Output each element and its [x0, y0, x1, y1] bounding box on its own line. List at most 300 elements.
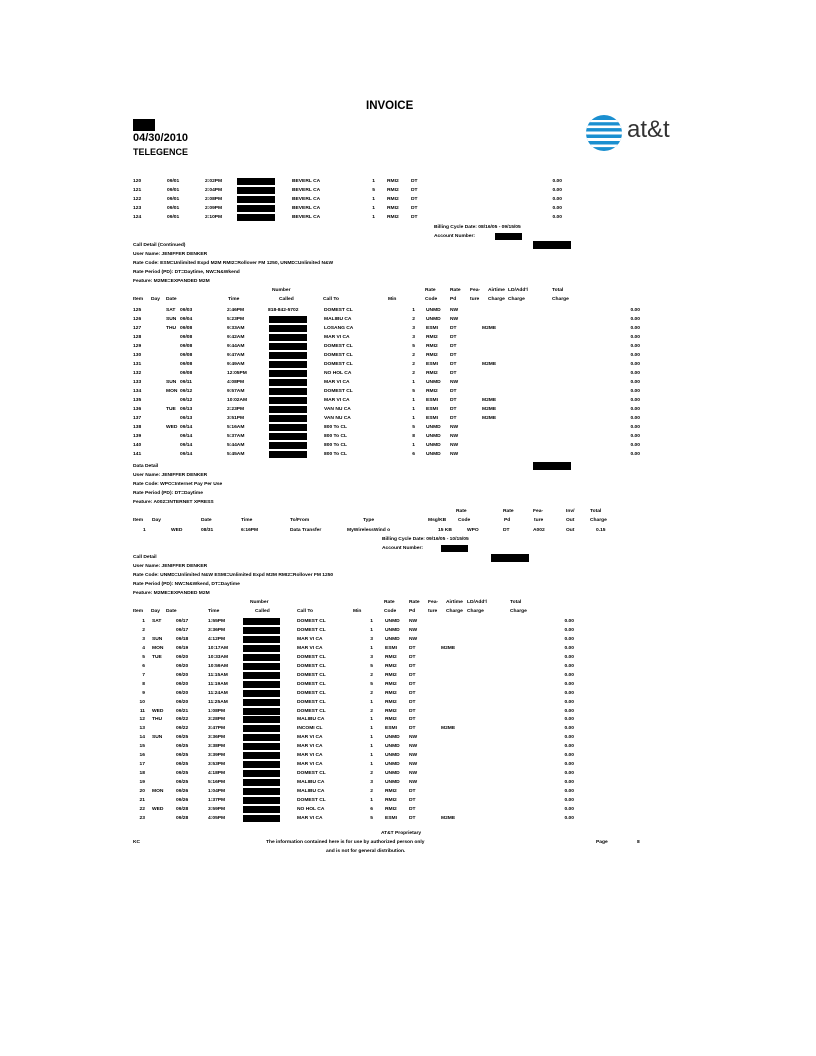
call-time: 3:47PM: [208, 726, 226, 732]
rate-period: DT: [450, 389, 457, 394]
redaction-block: [495, 233, 522, 240]
inv-out: Out: [566, 528, 575, 533]
rate-code: RMI2: [385, 681, 397, 687]
rate-period: DT: [411, 215, 418, 220]
call-to: MAR VI CA: [324, 398, 350, 403]
col-header: Code: [384, 609, 397, 614]
rate-period: NW: [409, 636, 418, 642]
call-date: 09/21: [176, 708, 189, 714]
call-to: 800 To CL: [324, 425, 348, 430]
item-number: 140: [133, 443, 142, 448]
rate-code: ESMI: [426, 398, 438, 403]
redaction-block: [269, 325, 307, 332]
call-to: DOMEST CL: [324, 308, 353, 313]
item-number: 137: [133, 416, 142, 421]
call-time: 11:25AM: [208, 699, 228, 705]
call-date: 09/18: [176, 636, 189, 642]
call-date: 09/01: [167, 188, 180, 193]
footer-initials: KC: [133, 840, 141, 845]
rate-period: NW: [450, 443, 459, 448]
redaction-block: [269, 442, 307, 449]
feature-code: M2ME: [482, 398, 497, 403]
call-day: THU: [152, 717, 163, 723]
redaction-block: [243, 806, 280, 813]
redaction-block: [237, 187, 275, 194]
call-to: DOMEST CL: [324, 362, 353, 367]
call-minutes: 5: [412, 425, 415, 430]
col-header: Airtime: [488, 288, 505, 293]
call-minutes: 1: [412, 380, 415, 385]
section-title: Call Detail: [133, 555, 157, 560]
feature-legend: Feature: M2ME=EXPANDED M2M: [133, 591, 210, 596]
total-charge: 0.00: [564, 636, 574, 642]
call-minutes: 1: [370, 753, 373, 759]
rate-period: NW: [450, 452, 459, 457]
total-charge: 0.00: [630, 434, 640, 439]
col-header: Pd: [409, 609, 416, 614]
call-time: 11:15AM: [208, 672, 228, 678]
call-time: 5:23PM: [227, 317, 245, 322]
call-date: 09/01: [167, 215, 180, 220]
col-header: Item: [133, 609, 144, 614]
call-date: 09/14: [180, 452, 193, 457]
col-header: Min: [388, 297, 397, 302]
rate-code: RMI2: [426, 353, 438, 358]
rate-code: UNMD: [385, 627, 400, 633]
item-number: 125: [133, 308, 142, 313]
redaction-block: [243, 708, 280, 715]
rate-code: UNMD: [385, 762, 400, 768]
item-number: 134: [133, 389, 142, 394]
call-to: MAR VI CA: [297, 735, 323, 741]
rate-code: UNMD: [385, 780, 400, 786]
redaction-block: [491, 554, 529, 562]
rate-period: NW: [409, 753, 418, 759]
call-date: 09/17: [176, 627, 189, 633]
col-header: Charge: [508, 297, 525, 302]
redaction-block: [237, 214, 275, 221]
user-name: User Name: JENIFFER DENKER: [133, 473, 208, 478]
item-number: 138: [133, 425, 142, 430]
call-minutes: 2: [412, 371, 415, 376]
call-minutes: 1: [372, 179, 375, 184]
rate-code: RMI2: [385, 654, 397, 660]
redaction-block: [243, 770, 280, 777]
col-header: Charge: [510, 609, 527, 614]
col-header: Charge: [590, 518, 607, 523]
item-number: 121: [133, 188, 142, 193]
item-number: 17: [139, 762, 145, 768]
call-minutes: 1: [370, 726, 373, 732]
att-logo: [584, 103, 684, 163]
rate-period: DT: [409, 798, 416, 803]
call-day: SUN: [166, 380, 177, 385]
call-date: 09/25: [176, 762, 189, 768]
rate-period: DT: [450, 407, 457, 412]
att-globe-icon: [584, 113, 624, 153]
call-time: 1:55PM: [208, 619, 226, 624]
call-to: MAR VI CA: [297, 744, 323, 750]
call-time: 9:44AM: [227, 344, 245, 349]
rate-code: UNMD: [426, 380, 441, 385]
call-day: SUN: [152, 735, 163, 741]
col-header: LD/Add'l: [508, 288, 528, 293]
att-logo-text: at&t: [627, 116, 670, 143]
redaction-block: [237, 205, 275, 212]
rate-period: NW: [409, 780, 418, 786]
rate-period: NW: [409, 735, 418, 741]
item-number: 13: [139, 726, 145, 732]
call-time: 1:37PM: [208, 798, 226, 803]
item-number: 126: [133, 317, 142, 322]
total-charge: 0.00: [564, 699, 574, 705]
feature-code: M2ME: [482, 362, 497, 367]
total-charge: 0.00: [564, 690, 574, 696]
call-time: 4:05PM: [208, 815, 226, 821]
call-minutes: 5: [370, 681, 373, 687]
call-minutes: 1: [370, 699, 373, 705]
rate-period: DT: [409, 726, 416, 732]
invoice-date: 04/30/2010: [133, 132, 189, 144]
call-date: 09/28: [176, 815, 189, 821]
account-number-label: Account Number:: [434, 234, 476, 239]
redaction-block: [243, 663, 280, 670]
rate-code: UNMD: [385, 619, 400, 624]
call-time: 2:09PM: [205, 206, 223, 211]
col-header: Rate: [503, 509, 514, 514]
item-number: 8: [142, 681, 145, 687]
total-charge: 0.00: [630, 353, 640, 358]
item-number: 6: [142, 663, 145, 669]
data-day: WED: [171, 528, 183, 533]
page-number: 8: [637, 840, 640, 845]
call-time: 2:23PM: [227, 407, 245, 412]
item-number: 23: [139, 815, 145, 821]
rate-code: RMI2: [385, 699, 397, 705]
rate-code: UNMD: [385, 636, 400, 642]
rate-code-legend: Rate Code: ESM=Unlimited Expd M2M RMI2=Rollover FM 1250, UNMD=Unlimited N&W: [133, 261, 334, 266]
call-minutes: 1: [412, 443, 415, 448]
col-header: Item: [133, 297, 144, 302]
rate-code: ESMI: [426, 326, 438, 331]
total-charge: 0.00: [564, 789, 574, 795]
col-header: Day: [151, 609, 160, 614]
call-minutes: 1: [370, 717, 373, 723]
call-time: 9:47AM: [227, 353, 245, 358]
call-minutes: 2: [412, 353, 415, 358]
call-minutes: 1: [412, 398, 415, 403]
rate-period: DT: [450, 398, 457, 403]
call-to: NO HOL CA: [297, 806, 325, 812]
call-time: 11:24AM: [208, 690, 228, 696]
col-header: Type: [363, 518, 375, 523]
call-to: DOMEST CL: [324, 389, 353, 394]
rate-code: RMI2: [385, 789, 397, 795]
total-charge: 0.00: [630, 317, 640, 322]
feature-code: M2ME: [441, 815, 456, 821]
total-charge: 0.00: [630, 389, 640, 394]
redaction-block: [237, 196, 275, 203]
rate-period: DT: [409, 708, 416, 714]
col-header: Time: [208, 609, 220, 614]
col-header: Number: [250, 600, 269, 605]
rate-code: ESMI: [426, 407, 438, 412]
call-time: 12:05PM: [227, 371, 247, 376]
call-day: SAT: [152, 619, 162, 624]
total-charge: 0.00: [630, 443, 640, 448]
item-number: 141: [133, 452, 142, 457]
col-header: Time: [241, 518, 253, 523]
call-time: 5:37AM: [227, 434, 245, 439]
call-to: NO HOL CA: [324, 371, 352, 376]
call-date: 09/01: [167, 197, 180, 202]
call-to: BEVERL CA: [292, 206, 321, 211]
col-header: ture: [534, 518, 544, 523]
item-number: 5: [142, 654, 145, 660]
col-header: Rate: [409, 600, 420, 605]
call-date: 09/08: [180, 335, 193, 340]
call-minutes: 1: [370, 627, 373, 633]
col-header: To/From: [290, 518, 310, 523]
call-minutes: 8: [412, 434, 415, 439]
call-minutes: 3: [370, 780, 373, 786]
call-time: 9:42AM: [227, 335, 245, 340]
call-time: 3:38PM: [208, 744, 226, 750]
rate-code: WPO: [467, 528, 479, 533]
rate-code: UNMD: [426, 425, 441, 430]
call-day: SUN: [166, 317, 177, 322]
rate-period: DT: [411, 206, 418, 211]
call-date: 09/01: [167, 179, 180, 184]
rate-period: DT: [409, 789, 416, 795]
item-number: 7: [142, 672, 145, 678]
col-header: Number: [272, 288, 291, 293]
call-minutes: 1: [412, 416, 415, 421]
data-to-from: Data Transfer: [290, 528, 322, 533]
rate-period: NW: [409, 744, 418, 750]
call-time: 9:57AM: [227, 389, 245, 394]
call-minutes: 3: [370, 654, 373, 660]
rate-code: RMI2: [387, 215, 399, 220]
col-header: Item: [133, 518, 144, 523]
rate-code: ESMI: [426, 416, 438, 421]
rate-code: RMI2: [385, 708, 397, 714]
rate-period: NW: [409, 771, 418, 777]
col-header: Rate: [384, 600, 395, 605]
call-to: VAN NU CA: [324, 416, 351, 421]
feature-code: M2ME: [482, 416, 497, 421]
redaction-block: [441, 545, 468, 552]
feature-code: M2ME: [482, 407, 497, 412]
call-date: 09/28: [176, 806, 189, 812]
call-date: 09/14: [180, 425, 193, 430]
rate-code: RMI2: [426, 335, 438, 340]
col-header: Code: [458, 518, 471, 523]
item-number: 135: [133, 398, 142, 403]
total-charge: 0.00: [630, 452, 640, 457]
call-to: DOMEST CL: [297, 681, 326, 687]
total-charge: 0.00: [564, 619, 574, 624]
total-charge: 0.00: [564, 753, 574, 759]
call-date: 09/12: [180, 389, 193, 394]
item-number: 1: [143, 528, 146, 533]
total-charge: 0.00: [630, 371, 640, 376]
col-header: Day: [152, 518, 161, 523]
call-to: 800 To CL: [324, 443, 348, 448]
item-number: 18: [139, 771, 145, 777]
call-date: 09/25: [176, 735, 189, 741]
total-charge: 0.00: [564, 735, 574, 741]
redaction-block: [133, 119, 155, 131]
call-time: 3:39PM: [208, 753, 226, 759]
rate-code: RMI2: [387, 188, 399, 193]
rate-code: RMI2: [385, 806, 397, 812]
company-name: TELEGENCE: [133, 147, 189, 157]
call-to: MAR VI CA: [297, 753, 323, 759]
call-date: 09/20: [176, 690, 189, 696]
rate-period: DT: [409, 654, 416, 660]
call-to: BEVERL CA: [292, 179, 321, 184]
call-day: WED: [152, 806, 164, 812]
redaction-block: [269, 451, 307, 458]
rate-period: DT: [450, 326, 457, 331]
rate-code: UNMD: [426, 308, 441, 313]
call-time: 3:59PM: [208, 806, 226, 812]
rate-period: DT: [411, 179, 418, 184]
call-day: SAT: [166, 308, 176, 313]
call-date: 09/11: [180, 380, 192, 385]
item-number: 9: [142, 690, 145, 696]
rate-code-legend: Rate Code: UNMD=Unlimited N&W ESMI=Unlimited Expd M2M RMI2=Rollover FM 1250: [133, 573, 334, 578]
call-minutes: 3: [412, 326, 415, 331]
call-to: DOMEST CL: [297, 690, 326, 696]
redaction-block: [269, 361, 307, 368]
call-date: 09/26: [176, 789, 189, 795]
call-minutes: 2: [412, 317, 415, 322]
rate-code: RMI2: [426, 389, 438, 394]
call-date: 09/08: [180, 371, 193, 376]
call-to: DOMEST CL: [297, 619, 326, 624]
call-minutes: 1: [372, 206, 375, 211]
feature-code: M2ME: [441, 645, 456, 651]
call-minutes: 1: [370, 645, 373, 651]
call-time: 2:10PM: [205, 215, 223, 220]
call-date: 09/20: [176, 699, 189, 705]
rate-code: ESMI: [426, 362, 438, 367]
call-time: 10:59AM: [208, 663, 229, 669]
redaction-block: [269, 397, 307, 404]
call-to: DOMEST CL: [297, 798, 326, 803]
call-time: 5:45AM: [227, 452, 245, 457]
col-header: Fea-: [428, 600, 439, 605]
total-charge: 0.00: [564, 654, 574, 660]
item-number: 122: [133, 197, 142, 202]
redaction-block: [243, 752, 280, 759]
total-charge: 0.00: [552, 206, 562, 211]
page-label: Page: [596, 840, 608, 845]
call-date: 09/03: [180, 308, 193, 313]
data-type: MyWirelessWind o: [347, 528, 391, 533]
call-minutes: 1: [370, 735, 373, 741]
call-time: 10:02AM: [227, 398, 248, 403]
item-number: 16: [139, 753, 145, 759]
footer-disclaimer-1: The information contained here is for use by authorized person only: [266, 840, 425, 845]
call-date: 09/14: [180, 434, 193, 439]
redaction-block: [243, 815, 280, 822]
call-minutes: 1: [372, 197, 375, 202]
rate-period: NW: [450, 317, 459, 322]
call-date: 09/20: [176, 672, 189, 678]
col-header: Charge: [467, 609, 484, 614]
call-time: 3:36PM: [208, 735, 226, 741]
total-charge: 0.00: [630, 425, 640, 430]
item-number: 14: [139, 735, 145, 741]
feature-code: M2ME: [482, 326, 497, 331]
feature-code: A002: [533, 528, 545, 533]
call-to: MALIBU CA: [297, 780, 325, 786]
call-to: MALIBU CA: [324, 317, 352, 322]
col-header: ture: [428, 609, 438, 614]
redaction-block: [243, 779, 280, 786]
redaction-block: [243, 734, 280, 741]
total-charge: 0.00: [630, 344, 640, 349]
footer-disclaimer-2: and is not for general distribution.: [326, 849, 406, 854]
call-minutes: 5: [412, 344, 415, 349]
item-number: 124: [133, 215, 142, 220]
redaction-block: [243, 690, 280, 697]
redaction-block: [243, 636, 280, 643]
rate-period: NW: [409, 619, 418, 624]
item-number: 129: [133, 344, 142, 349]
call-to: DOMEST CL: [297, 771, 326, 777]
call-to: MAR VI CA: [297, 645, 323, 651]
rate-code: RMI2: [385, 663, 397, 669]
col-header: Charge: [552, 297, 569, 302]
call-to: DOMEST CL: [297, 672, 326, 678]
col-header: Airtime: [446, 600, 463, 605]
col-header: Rate: [456, 509, 467, 514]
rate-period: DT: [409, 815, 416, 821]
item-number: 12: [139, 717, 145, 723]
rate-period: NW: [409, 762, 418, 768]
rate-period: NW: [409, 627, 418, 633]
total-charge: 0.00: [564, 645, 574, 651]
call-time: 3:53PM: [208, 762, 226, 768]
total-charge: 0.00: [564, 780, 574, 786]
call-day: THU: [166, 326, 177, 331]
call-minutes: 2: [370, 672, 373, 678]
rate-code: UNMD: [385, 735, 400, 741]
item-number: 21: [139, 798, 145, 803]
call-time: 5:44AM: [227, 443, 245, 448]
call-date: 09/01: [167, 206, 180, 211]
rate-code: UNMD: [426, 452, 441, 457]
rate-period: DT: [409, 717, 416, 723]
item-number: 133: [133, 380, 142, 385]
rate-code: ESMI: [385, 726, 397, 732]
item-number: 2: [142, 627, 145, 633]
call-date: 09/25: [176, 753, 189, 759]
rate-period: NW: [450, 425, 459, 430]
rate-period-legend: Rate Period (PD): DT=Daytime: [133, 491, 203, 496]
call-time: 5:16PM: [208, 780, 226, 786]
page-title: INVOICE: [366, 100, 414, 112]
item-number: 127: [133, 326, 142, 331]
total-charge: 0.00: [564, 798, 574, 803]
col-header: Total: [590, 509, 602, 514]
item-number: 3: [142, 636, 145, 642]
call-date: 09/08: [180, 362, 193, 367]
